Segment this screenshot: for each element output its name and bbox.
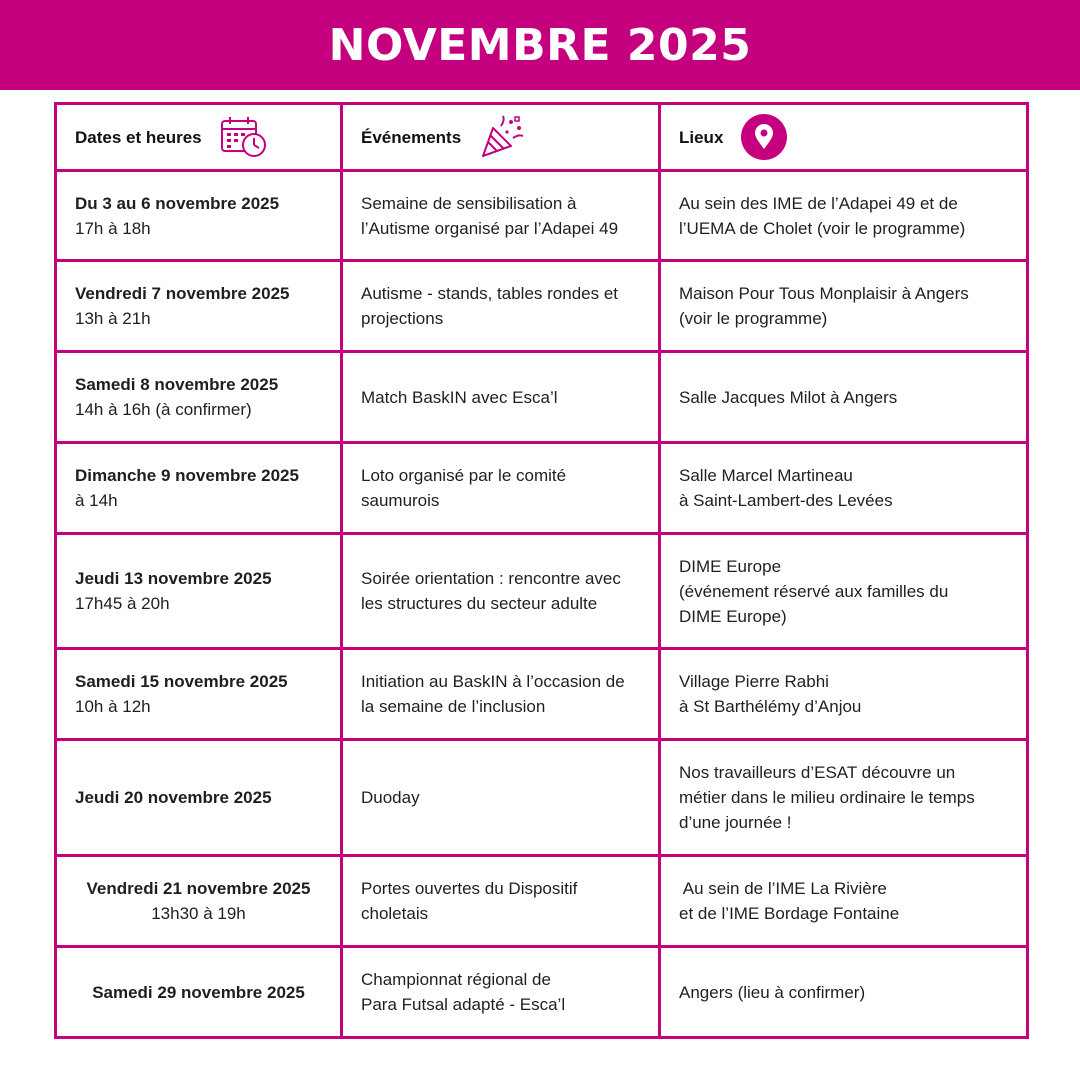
row-place-line: Salle Marcel Martineau [679, 466, 853, 485]
row-event-line: les structures du secteur adulte [361, 594, 598, 613]
row-place-cell [660, 856, 1028, 947]
row-place-cell [660, 740, 1028, 856]
row-time: 10h à 12h [75, 697, 151, 716]
row-event-line: choletais [361, 904, 429, 923]
row-event-line: saumurois [361, 491, 440, 510]
row-date: Vendredi 21 novembre 2025 [86, 879, 311, 898]
header-places-label: Lieux [679, 127, 724, 147]
row-event-cell [342, 856, 660, 947]
table-row [56, 352, 1028, 443]
row-event-line: Autisme - stands, tables rondes et [361, 284, 619, 303]
row-date-cell [56, 856, 342, 947]
row-place-line: l’UEMA de Cholet (voir le programme) [679, 218, 966, 238]
row-place-line: Maison Pour Tous Monplaisir à Angers [679, 284, 969, 303]
table-row [56, 856, 1028, 947]
row-date: Jeudi 13 novembre 2025 [75, 569, 272, 588]
table-row [56, 261, 1028, 352]
row-time: 13h à 21h [75, 309, 151, 328]
table-row [56, 443, 1028, 534]
row-time: 17h à 18h [75, 218, 151, 238]
row-event-cell [342, 534, 660, 649]
row-event-line: Loto organisé par le comité [361, 466, 567, 485]
row-event-line: la semaine de l’inclusion [361, 697, 546, 716]
row-place-line: Au sein des IME de l’Adapei 49 et de [679, 193, 958, 213]
row-event-cell [342, 443, 660, 534]
row-place-cell [660, 171, 1028, 261]
table-row [56, 171, 1028, 261]
row-place-line: (événement réservé aux familles du [679, 581, 949, 601]
row-event-line: l’Autisme organisé par l’Adapei 49 [361, 218, 619, 238]
header-events-label: Événements [361, 127, 462, 147]
row-event-cell [342, 352, 660, 443]
map-pin-icon [741, 114, 787, 160]
row-date: Du 3 au 6 novembre 2025 [75, 193, 280, 213]
row-event-line: Soirée orientation : rencontre avec [361, 569, 621, 588]
row-date: Samedi 29 novembre 2025 [92, 982, 305, 1002]
row-date-cell [56, 740, 342, 856]
table-row [56, 649, 1028, 740]
row-place-line: d’une journée ! [679, 813, 792, 832]
row-event-cell [342, 947, 660, 1038]
row-place-line: Salle Jacques Milot à Angers [679, 387, 898, 407]
header-dates-label: Dates et heures [75, 127, 202, 147]
row-event-line: Semaine de sensibilisation à [361, 193, 577, 213]
row-place-line: métier dans le milieu ordinaire le temps [679, 788, 975, 807]
row-event-cell [342, 649, 660, 740]
row-event-line: Duoday [361, 788, 420, 807]
row-place-cell [660, 649, 1028, 740]
row-place-line: Nos travailleurs d’ESAT découvre un [679, 763, 956, 782]
row-date: Jeudi 20 novembre 2025 [75, 788, 272, 807]
row-place-line: Angers (lieu à confirmer) [679, 982, 866, 1002]
table-row [56, 740, 1028, 856]
row-date-cell [56, 352, 342, 443]
row-place-line: et de l’IME Bordage Fontaine [679, 904, 900, 923]
row-date-cell [56, 649, 342, 740]
row-time: 17h45 à 20h [75, 594, 170, 613]
page-title: NOVEMBRE 2025 [328, 19, 752, 71]
row-place-cell [660, 534, 1028, 649]
party-popper-icon [479, 114, 525, 160]
row-date: Vendredi 7 novembre 2025 [75, 284, 290, 303]
row-event-cell [342, 171, 660, 261]
row-event-line: projections [361, 309, 444, 328]
row-time: 14h à 16h (à confirmer) [75, 400, 252, 419]
row-place-cell [660, 352, 1028, 443]
row-event-cell [342, 740, 660, 856]
row-event-cell [342, 261, 660, 352]
row-place-line: (voir le programme) [679, 309, 828, 328]
row-date-cell [56, 171, 342, 261]
row-event-line: Para Futsal adapté - Esca’l [361, 995, 566, 1014]
row-place-line: DIME Europe) [679, 606, 787, 626]
calendar-clock-icon [220, 115, 270, 159]
row-place-line: à Saint-Lambert-des Levées [679, 491, 893, 510]
row-place-cell [660, 947, 1028, 1038]
row-place-line: Au sein de l’IME La Rivière [679, 879, 887, 898]
row-event-line: Initiation au BaskIN à l’occasion de [361, 672, 625, 691]
row-place-cell [660, 261, 1028, 352]
row-event-line: Match BaskIN avec Esca’l [361, 387, 558, 407]
row-date-cell [56, 534, 342, 649]
row-place-cell [660, 443, 1028, 534]
table-row [56, 534, 1028, 649]
events-table [54, 102, 1029, 1039]
row-place-line: à St Barthélémy d’Anjou [679, 697, 862, 716]
row-event-line: Championnat régional de [361, 970, 551, 989]
row-date: Samedi 15 novembre 2025 [75, 672, 288, 691]
row-date: Dimanche 9 novembre 2025 [75, 466, 299, 485]
row-place-line: DIME Europe [679, 556, 782, 576]
row-date-cell [56, 443, 342, 534]
row-time: 13h30 à 19h [151, 904, 246, 923]
title-banner [0, 0, 1080, 90]
header-events [342, 104, 660, 171]
row-place-line: Village Pierre Rabhi [679, 672, 829, 691]
row-date: Samedi 8 novembre 2025 [75, 375, 279, 394]
table-header-row [56, 104, 1028, 171]
table-row [56, 947, 1028, 1038]
header-dates [56, 104, 342, 171]
header-places [660, 104, 1028, 171]
row-event-line: Portes ouvertes du Dispositif [361, 879, 578, 898]
row-time: à 14h [75, 491, 118, 510]
row-date-cell [56, 261, 342, 352]
row-date-cell [56, 947, 342, 1038]
